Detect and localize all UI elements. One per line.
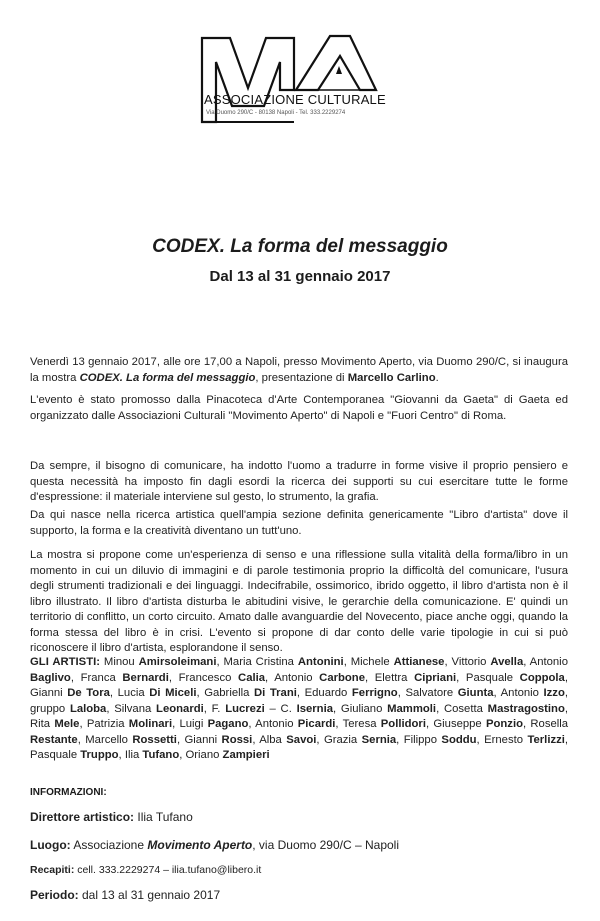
concept-paragraph: Da sempre, il bisogno di comunicare, ha indotto l'uomo a tradurre in forme visive il proprio pensiero e questa necessità ha imposto fin dagli esordi la ricerca dei supporti su cui esercitare tutte le forme d'espressione: il materiale interviene sul gesto, lo strumento, la grafia. bbox=[30, 460, 568, 503]
artist-last-name: Restante bbox=[30, 733, 78, 746]
period-label: Periodo: bbox=[30, 888, 79, 902]
artist-last-name: Antonini bbox=[297, 656, 344, 668]
artist-first-name: gruppo bbox=[30, 702, 70, 715]
artist-item bbox=[305, 687, 398, 699]
artist-last-name: Mele bbox=[54, 718, 80, 730]
artist-last-name: Izzo bbox=[543, 687, 565, 699]
artist-first-name: Giuseppe bbox=[433, 718, 486, 730]
artist-first-name: F. bbox=[211, 702, 226, 715]
artist-item bbox=[30, 718, 79, 730]
artist-first-name: C. bbox=[280, 702, 297, 715]
exhibition-dates: Dal 13 al 31 gennaio 2017 bbox=[209, 268, 391, 285]
artist-item bbox=[501, 687, 565, 699]
artist-item bbox=[224, 656, 344, 668]
artist-item bbox=[104, 656, 217, 668]
artist-book-paragraph: Da qui nasce nella ricerca artistica quell'ampia sezione definita genericamente "Libro d'artista" dove il supporto, la forma e la creatività diventano un tutt'uno. bbox=[30, 509, 568, 537]
artist-last-name: Savoi bbox=[286, 733, 317, 746]
intro-presenter: Marcello Carlino bbox=[347, 371, 436, 384]
artist-first-name: Ilia bbox=[124, 749, 143, 761]
artist-item bbox=[30, 703, 106, 715]
artist-last-name: Di Miceli bbox=[149, 687, 197, 699]
description-paragraph: La mostra si propone come un'esperienza di senso e una riflessione sulla vitalità della forma/libro in un momento in cui un diluvio di immagini e di parole testimonia proprio la difficoltà del comunicare, l'usura degli strumenti tradizionali e dei linguaggi. Indecifrabile, ossimorico, ibrido oggetto, il libro d'artista non è il libro illustrato. Il libro d'artista disturba le abitudini visive, le gerarchie della comunicazione. E' quindi un territorio di conflitto, un corto circuito. Amato dalle avanguardie del Novecento, piace anche oggi, quando la forma stessa del libro è in crisi. L'evento si propone di dar conto delle varie tipologie in cui si può riconoscere il libro d'artista, esplorandone il senso. bbox=[30, 549, 568, 654]
artist-first-name: Patrizia bbox=[86, 718, 129, 730]
director-line bbox=[30, 810, 193, 824]
info-heading: INFORMAZIONI: bbox=[30, 787, 107, 798]
artist-last-name: Ferrigno bbox=[351, 687, 398, 699]
artist-item bbox=[324, 734, 396, 746]
artist-item bbox=[212, 703, 265, 715]
period-value: dal 13 al 31 gennaio 2017 bbox=[78, 888, 221, 902]
artist-last-name: Terlizzi bbox=[527, 733, 565, 746]
artist-first-name: Pasquale bbox=[30, 749, 81, 761]
artist-first-name: Alba bbox=[259, 733, 287, 746]
artist-item bbox=[343, 718, 426, 730]
artist-first-name: Franca bbox=[80, 671, 123, 684]
artist-item bbox=[341, 703, 436, 715]
artist-last-name: Mammoli bbox=[387, 702, 437, 715]
artist-first-name: Maria Cristina bbox=[223, 656, 298, 668]
artist-first-name: Michele bbox=[350, 656, 394, 668]
artist-last-name: Rossetti bbox=[132, 733, 177, 746]
artist-item bbox=[484, 734, 565, 746]
artist-last-name: Calia bbox=[238, 671, 266, 684]
artist-first-name: Cosetta bbox=[443, 702, 488, 715]
artist-first-name: Filippo bbox=[403, 733, 442, 746]
artist-item bbox=[433, 718, 523, 730]
artist-last-name: Leonardi bbox=[156, 702, 204, 715]
promotion-paragraph: L'evento è stato promosso dalla Pinacoteca d'Arte Contemporanea "Giovanni da Gaeta" di Gaeta ed organizzato dalle Associazioni Culturali "Movimento Aperto" di Napoli e "Fuori Centro" di Roma. bbox=[30, 394, 568, 422]
artist-item bbox=[281, 703, 333, 715]
artist-item bbox=[186, 749, 270, 761]
intro-end: . bbox=[435, 371, 439, 384]
artist-last-name: Carbone bbox=[319, 671, 365, 684]
contacts-value: cell. 333.2229274 – ilia.tufano@libero.it bbox=[74, 864, 262, 876]
artist-first-name: Teresa bbox=[342, 718, 381, 730]
artist-last-name: Giunta bbox=[457, 687, 494, 699]
artist-first-name: Antonio bbox=[274, 671, 320, 684]
artist-first-name: Eduardo bbox=[304, 687, 352, 699]
intro-paragraph bbox=[30, 355, 568, 386]
artist-last-name: Coppola bbox=[519, 671, 565, 684]
artist-item bbox=[118, 687, 197, 699]
artist-last-name: Pagano bbox=[207, 718, 249, 730]
artist-item bbox=[204, 687, 297, 699]
artists-label: GLI ARTISTI: bbox=[30, 656, 101, 668]
artist-item bbox=[404, 734, 477, 746]
artist-item bbox=[274, 672, 365, 684]
artist-item bbox=[87, 718, 172, 730]
artist-item bbox=[125, 749, 179, 761]
period-line bbox=[30, 888, 220, 902]
artist-last-name: Bernardi bbox=[122, 671, 169, 684]
artist-item bbox=[85, 734, 177, 746]
place-post: , via Duomo 290/C – Napoli bbox=[252, 838, 400, 852]
artist-last-name: De Tora bbox=[67, 687, 110, 699]
artist-last-name: Lucrezi bbox=[225, 702, 265, 715]
artist-first-name: Gianni bbox=[30, 687, 68, 699]
artist-last-name: Ponzio bbox=[485, 718, 523, 730]
contacts-label: Recapiti: bbox=[30, 864, 75, 876]
artist-first-name: Grazia bbox=[323, 733, 362, 746]
contacts-line bbox=[30, 864, 261, 876]
artist-item bbox=[114, 703, 204, 715]
association-address: Via Duomo 290/C - 80138 Napoli - Tel. 333.2229274 bbox=[206, 110, 346, 116]
place-line bbox=[30, 838, 399, 852]
artist-first-name: Gabriella bbox=[204, 687, 254, 699]
page-title: CODEX. La forma del messaggio bbox=[152, 236, 448, 257]
place-pre: Associazione bbox=[70, 838, 148, 852]
artist-last-name: Attianese bbox=[393, 656, 445, 668]
artist-last-name: Cipriani bbox=[414, 671, 457, 684]
artist-item bbox=[444, 703, 565, 715]
artist-item bbox=[30, 749, 119, 761]
artist-last-name: Truppo bbox=[80, 749, 119, 761]
artist-last-name: Mastragostino bbox=[487, 702, 565, 715]
artist-first-name: Antonio bbox=[529, 656, 568, 668]
artist-item bbox=[375, 672, 456, 684]
artist-first-name: Francesco bbox=[178, 671, 239, 684]
artist-last-name: Amirsoleimani bbox=[138, 656, 217, 668]
association-name: ASSOCIAZIONE CULTURALE bbox=[204, 92, 386, 107]
place-name: Movimento Aperto bbox=[147, 838, 253, 852]
association-logo bbox=[200, 32, 386, 124]
artist-item bbox=[351, 656, 445, 668]
artist-first-name: Vittorio bbox=[451, 656, 491, 668]
artist-item bbox=[255, 718, 335, 730]
artist-first-name: Giuliano bbox=[340, 702, 388, 715]
artist-item bbox=[179, 718, 248, 730]
artist-last-name: Baglivo bbox=[30, 671, 71, 684]
artist-last-name: Avella bbox=[490, 656, 524, 668]
intro-text: Venerdì 13 gennaio 2017, alle ore 17,00 a Napoli, presso Movimento Aperto, via Duomo 290/C, si inaugura la mostra bbox=[30, 356, 568, 384]
artist-last-name: Tufano bbox=[142, 749, 180, 761]
artist-last-name: Laloba bbox=[69, 702, 107, 715]
artists-paragraph bbox=[30, 655, 568, 764]
intro-exhibition-title: CODEX. La forma del messaggio bbox=[79, 371, 256, 384]
artist-item bbox=[451, 656, 523, 668]
artist-item bbox=[405, 687, 493, 699]
artist-first-name: Ernesto bbox=[484, 733, 528, 746]
artist-last-name: Isernia bbox=[296, 702, 334, 715]
artist-first-name: Silvana bbox=[114, 702, 157, 715]
artists-list: Minou Amirsoleimani, Maria Cristina Antonini, Michele Attianese, Vittorio Avella, Antonio Baglivo, Franca Bernardi, Francesco Calia, Antonio Carbone, Elettra Cipriani, Pasquale Coppola, Gianni De Tora, Lucia Di Miceli, Gabriella Di Trani, Eduardo Ferrigno, Salvatore Giunta, Antonio Izzo, gruppo Laloba, Silvana Leonardi, F. Lucrezi – C. Isernia, Giuliano Mammoli, Cosetta Mastragostino, Rita Mele, Patrizia Molinari, Luigi Pagano, Antonio Picardi, Teresa Pollidori, Giuseppe Ponzio, Rosella Restante, Marcello Rossetti, Gianni Rossi, Alba Savoi, Grazia Sernia, Filippo Soddu, Ernesto Terlizzi, Pasquale Truppo, Ilia Tufano, Oriano Zampieri bbox=[30, 656, 569, 761]
artist-first-name: Rita bbox=[30, 718, 55, 730]
artist-first-name: Elettra bbox=[374, 671, 415, 684]
artist-last-name: Pollidori bbox=[380, 718, 426, 730]
artist-first-name: Salvatore bbox=[405, 687, 458, 699]
artist-item bbox=[179, 672, 265, 684]
artist-first-name: Marcello bbox=[85, 733, 133, 746]
artist-last-name: Sernia bbox=[361, 733, 397, 746]
artist-last-name: Picardi bbox=[297, 718, 336, 730]
director-value: Ilia Tufano bbox=[134, 810, 193, 824]
artist-first-name: Rosella bbox=[530, 718, 569, 730]
artist-first-name: Minou bbox=[103, 656, 139, 668]
artist-item bbox=[81, 672, 169, 684]
artist-first-name: Oriano bbox=[185, 749, 223, 761]
place-label: Luogo: bbox=[30, 838, 71, 852]
director-label: Direttore artistico: bbox=[30, 810, 135, 824]
artist-last-name: Zampieri bbox=[222, 749, 270, 761]
artist-first-name: Antonio bbox=[500, 687, 544, 699]
artist-last-name: Soddu bbox=[441, 733, 477, 746]
artist-item bbox=[466, 672, 565, 684]
artist-last-name: Rossi bbox=[221, 733, 253, 746]
artist-item bbox=[259, 734, 316, 746]
artist-first-name: Luigi bbox=[179, 718, 208, 730]
artist-first-name: Pasquale bbox=[465, 671, 520, 684]
artist-first-name: Lucia bbox=[117, 687, 150, 699]
artist-first-name: Gianni bbox=[184, 733, 222, 746]
artist-first-name: Antonio bbox=[255, 718, 298, 730]
artist-last-name: Di Trani bbox=[254, 687, 297, 699]
artist-item bbox=[30, 687, 110, 699]
artist-last-name: Molinari bbox=[128, 718, 173, 730]
artist-item bbox=[184, 734, 252, 746]
intro-mid: , presentazione di bbox=[255, 371, 348, 384]
